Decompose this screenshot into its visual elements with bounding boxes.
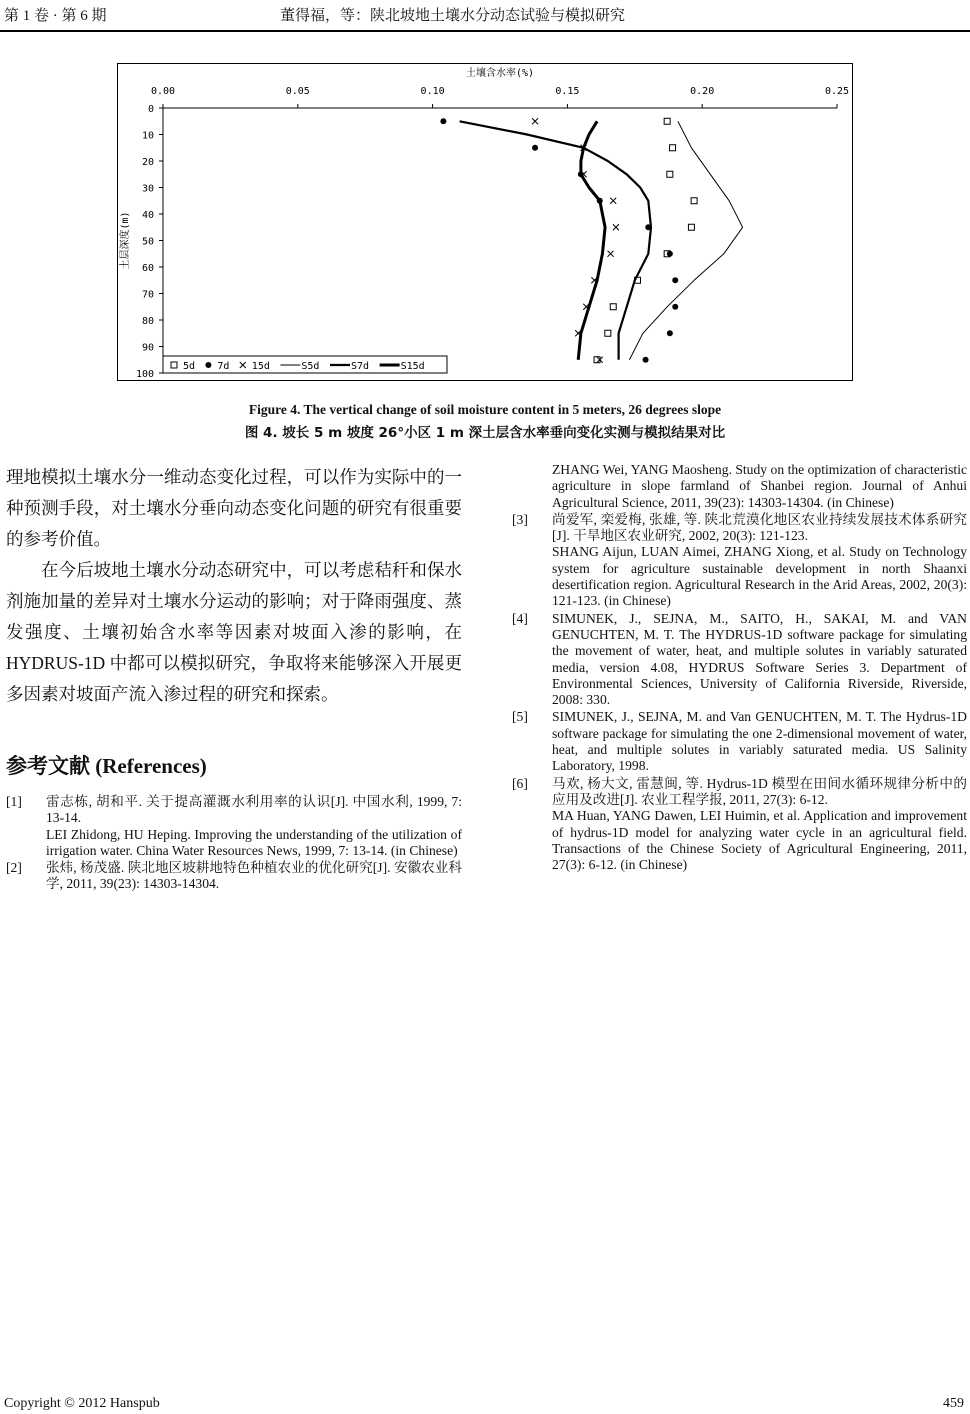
soil-moisture-chart [117, 63, 853, 381]
legend-label: 5d [183, 361, 196, 372]
data-point-square [171, 362, 177, 368]
x-tick-label: 0.15 [555, 86, 580, 97]
data-point-square [664, 118, 670, 124]
running-header [0, 0, 970, 32]
data-point-cross [532, 118, 538, 124]
reference-en: ZHANG Wei, YANG Maosheng. Study on the optimization of characteristic agriculture in slope farmland of Shanbei region. Journal of Anhui Agricultural Science, 2011, 39(23): 14303-14304. (in Chinese) [552, 462, 967, 510]
data-point-square [688, 224, 694, 230]
series-line-S7d [460, 121, 651, 359]
x-tick-label: 0.05 [285, 86, 310, 97]
reference-number: [5] [512, 709, 528, 725]
y-tick-label: 20 [141, 157, 154, 168]
left-column [6, 462, 462, 894]
reference-en: LEI Zhidong, HU Heping. Improving the understanding of the utilization of irrigation water. China Water Resources News, 1999, 7: 13-14. (in Chinese) [46, 826, 462, 858]
data-point-dot [205, 362, 211, 368]
data-point-dot [440, 118, 446, 124]
y-tick-label: 80 [141, 316, 154, 327]
reference-number: [4] [512, 610, 528, 626]
reference-item [512, 611, 967, 709]
data-point-square [605, 330, 611, 336]
legend-label: S15d [400, 361, 425, 372]
legend-label: 15d [251, 361, 270, 372]
y-tick-label: 50 [141, 236, 154, 248]
data-point-dot [532, 145, 538, 151]
data-point-square [691, 198, 697, 204]
copyright: Copyright © 2012 Hanspub [4, 1396, 160, 1411]
legend-label: 7d [217, 361, 230, 372]
y-tick-label: 30 [141, 183, 154, 195]
reference-item [512, 776, 967, 874]
data-point-dot [672, 304, 678, 310]
right-column [512, 462, 967, 874]
reference-item [512, 512, 967, 610]
data-point-square [667, 171, 673, 177]
reference-en: SIMUNEK, J., SEJNA, M., SAITO, H., SAKAI, M. and VAN GENUCHTEN, M. T. The HYDRUS-1D software package for simulating the movement of water, heat, and multiple solutes in variably saturated media, version 4.08, HYDRUS Software Series 3. Department of Environmental Sciences, University of California Riverside, Riverside, 2008: 330. [552, 610, 967, 708]
reference-number: [6] [512, 775, 528, 791]
y-axis-title: 土层深度(m) [120, 211, 131, 270]
running-title: 董得福，等：陕北坡地土壤水分动态试验与模拟研究 [280, 8, 626, 24]
data-point-dot [643, 357, 649, 363]
body-paragraph: 在今后坡地土壤水分动态研究中，可以考虑秸秆和保水剂施加量的差异对土壤水分运动的影响；对于降雨强度、蒸发强度、土壤初始含水率等因素对坡面入渗的影响，在 HYDRUS-1D 中都可以模拟研究，争取将来能够深入开展更多因素对坡面产流入渗过程的研究和探索。 [6, 560, 462, 704]
y-tick-label: 70 [141, 289, 154, 301]
reference-item [512, 462, 967, 511]
x-tick-label: 0.10 [420, 86, 445, 97]
y-tick-label: 60 [141, 263, 154, 274]
reference-cn: 尚爱军, 栾爱梅, 张雄, 等. 陕北荒漠化地区农业持续发展技术体系研究[J]. 干旱地区农业研究, 2002, 20(3): 121-123. [552, 511, 967, 544]
issue-label: 第 1 卷 · 第 6 期 [4, 8, 107, 24]
reference-item [6, 794, 462, 859]
reference-cn: 雷志栋, 胡和平. 关于提高灌溉水利用率的认识[J]. 中国水利, 1999, 7: 13-14. [46, 794, 462, 826]
figure-caption-cn: 图 4. 坡长 5 m 坡度 26°小区 1 m 深土层含水率垂向变化实测与模拟结果对比 [244, 425, 726, 441]
reference-number: [1] [6, 794, 22, 809]
y-tick-label: 0 [147, 104, 154, 115]
data-point-dot [667, 251, 673, 257]
x-tick-label: 0.25 [824, 86, 850, 97]
reference-en: MA Huan, YANG Dawen, LEI Huimin, et al. Application and improvement of hydrus-1D model for analyzing water cycle in an agricultural field. Transactions of the Chinese Society of Agricultural Engineering, 2011, 27(3): 6-12. (in Chinese) [552, 808, 967, 873]
y-tick-label: 10 [141, 130, 154, 142]
y-tick-label: 100 [135, 369, 154, 380]
references-heading: 参考文献 (References) [6, 754, 207, 778]
y-tick-label: 40 [141, 210, 154, 221]
reference-number: [2] [6, 860, 22, 876]
x-tick-label: 0.20 [690, 86, 715, 97]
reference-item [512, 709, 967, 774]
data-point-square [670, 145, 676, 151]
data-point-dot [672, 277, 678, 283]
x-axis-title: 土壤含水率(%) [465, 68, 535, 79]
data-point-cross [613, 224, 619, 230]
page-number: 459 [943, 1396, 964, 1411]
legend-label: S7d [351, 361, 370, 372]
body-paragraph: 理地模拟土壤水分一维动态变化过程，可以作为实际中的一种预测手段，对土壤水分垂向动态变化问题的研究有很重要的参考价值。 [6, 467, 462, 549]
reference-number: [3] [512, 511, 528, 527]
data-point-dot [667, 330, 673, 336]
figure-caption-en: Figure 4. The vertical change of soil moisture content in 5 meters, 26 degrees slope [248, 402, 722, 417]
reference-cn: 马欢, 杨大文, 雷慧闽, 等. Hydrus-1D 模型在田间水循环规律分析中的应用及改进[J]. 农业工程学报, 2011, 27(3): 6-12. [552, 775, 967, 807]
chart-svg [118, 64, 854, 382]
data-point-cross [608, 251, 614, 257]
reference-en: SIMUNEK, J., SEJNA, M. and Van GENUCHTEN, M. T. The Hydrus-1D software package for simulating the one 2-dimensional movement of water, heat, and multiple solutes in variably saturated media. US Salinity Laboratory, 1998. [552, 709, 967, 774]
reference-item [6, 860, 462, 893]
data-point-cross [610, 198, 616, 204]
y-tick-label: 90 [141, 342, 154, 354]
series-line-S5d [629, 121, 742, 359]
x-tick-label: 0.00 [150, 86, 176, 97]
data-point-square [610, 304, 616, 310]
reference-cn: 张炜, 杨茂盛. 陕北地区坡耕地特色种植农业的优化研究[J]. 安徽农业科学, 2011, 39(23): 14303-14304. [46, 860, 462, 892]
legend-label: S5d [301, 361, 320, 372]
reference-en: SHANG Aijun, LUAN Aimei, ZHANG Xiong, et al. Study on Technology system for agriculture sustainable development in north Shaanxi desertification region. Agricultural Research in the Arid Areas, 2002, 20(3): 121-123. (in Chinese) [552, 544, 967, 609]
